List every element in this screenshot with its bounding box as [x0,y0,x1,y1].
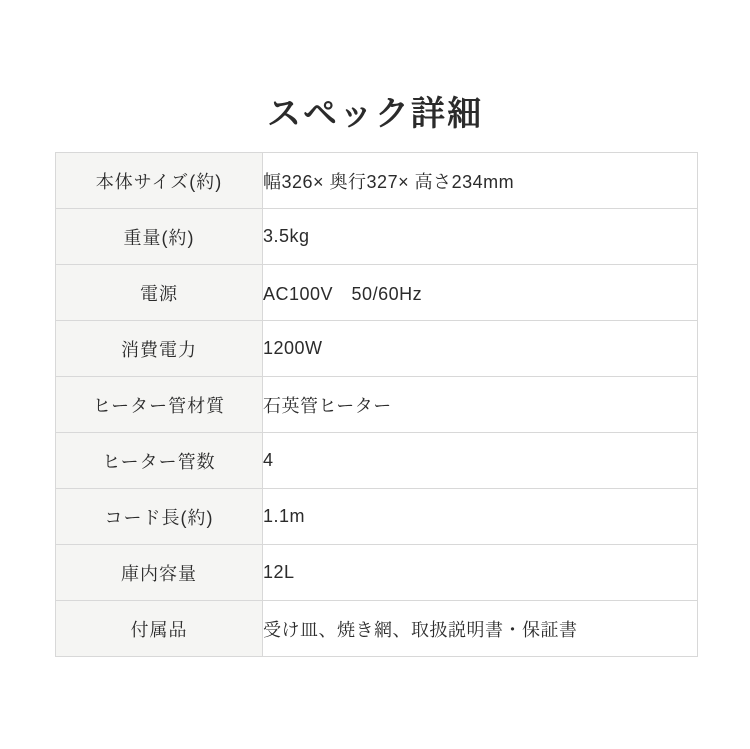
spec-value-cell: 4 [263,433,698,489]
spec-table-body [56,153,698,657]
spec-label-cell: 付属品 [56,601,263,657]
spec-value-cell: 受け皿、焼き網、取扱説明書・保証書 [263,601,698,657]
spec-label-cell: 重量(約) [56,209,263,265]
table-row [56,601,698,657]
spec-label-cell: 本体サイズ(約) [56,153,263,209]
spec-value-cell: 石英管ヒーター [263,377,698,433]
spec-label-cell: ヒーター管材質 [56,377,263,433]
spec-label-cell: 庫内容量 [56,545,263,601]
table-row [56,209,698,265]
table-row [56,265,698,321]
table-row [56,489,698,545]
spec-value-cell: 1.1m [263,489,698,545]
table-row [56,153,698,209]
spec-table [55,152,698,657]
spec-value-cell: 3.5kg [263,209,698,265]
spec-label-cell: ヒーター管数 [56,433,263,489]
table-row [56,377,698,433]
table-row [56,433,698,489]
spec-value-cell: 12L [263,545,698,601]
spec-label-cell: コード長(約) [56,489,263,545]
spec-label-cell: 電源 [56,265,263,321]
table-row [56,321,698,377]
spec-table-container [55,152,695,657]
spec-value-cell: AC100V 50/60Hz [263,265,698,321]
spec-value-cell: 幅326× 奥行327× 高さ234mm [263,153,698,209]
spec-label-cell: 消費電力 [56,321,263,377]
table-row [56,545,698,601]
page-title: スペック詳細 [267,95,483,133]
spec-value-cell: 1200W [263,321,698,377]
